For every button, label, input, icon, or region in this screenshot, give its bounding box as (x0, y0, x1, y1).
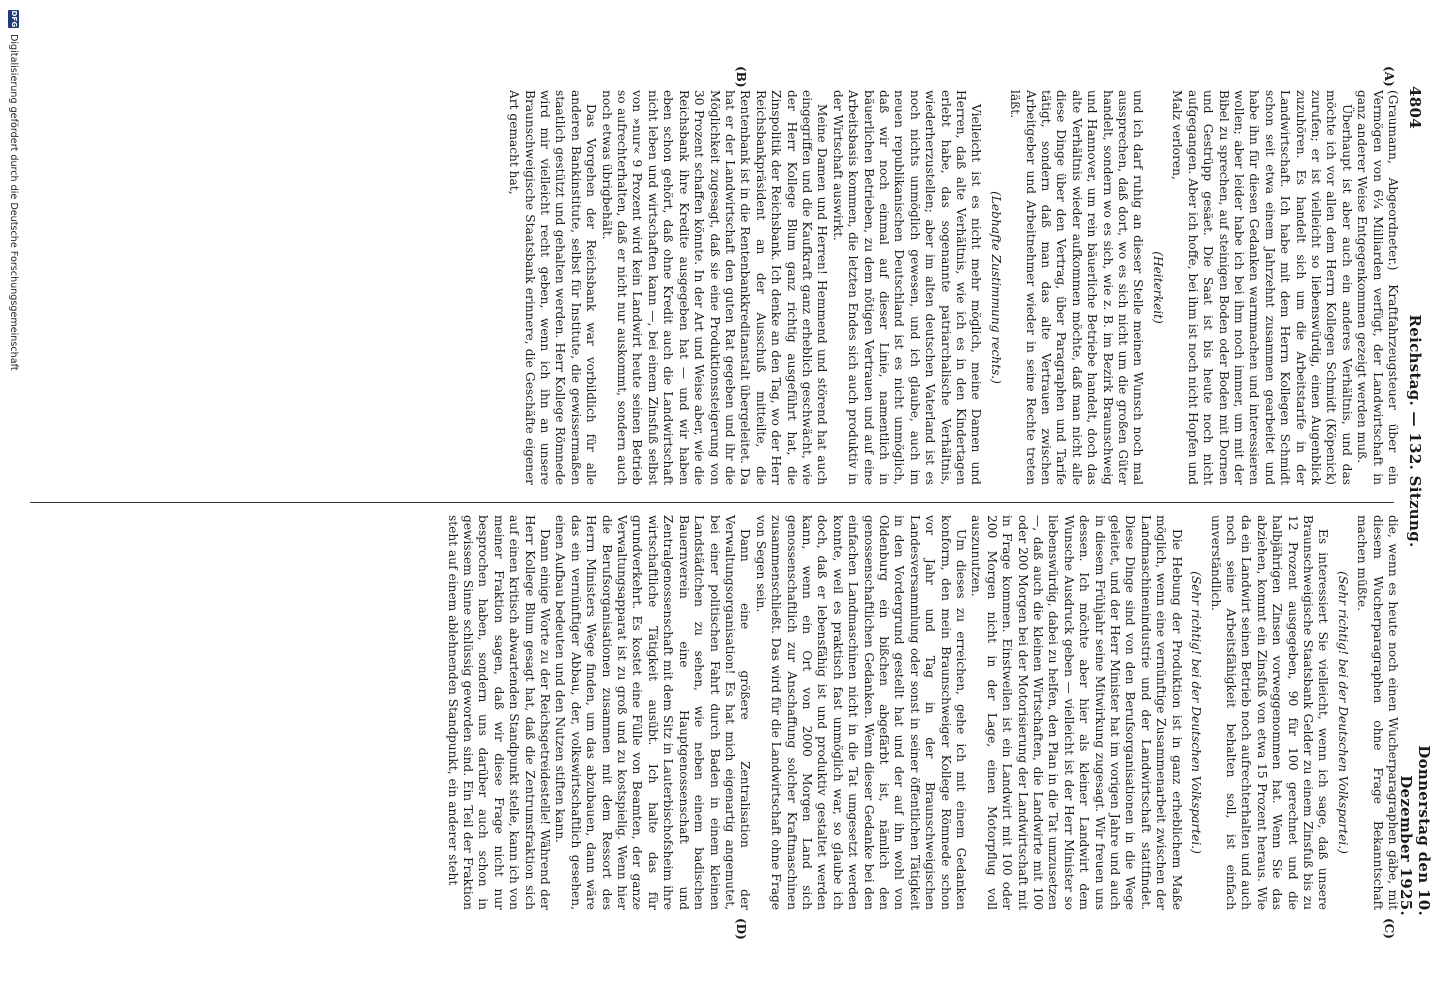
margin-marker-a: (A) (1382, 66, 1396, 87)
paragraph: und ich darf ruhig an dieser Stelle meinen Wunsch noch mal aussprechen, daß dort, wo es sich nicht um die großen Güter handelt, sondern wo es sich, wie z. B. im Bezirk Braunschweig und Hannover, um rein bäuerliche Betriebe handelt, doch das alte Verhältnis wieder aufkommen möchte, daß man nicht alle diese Dinge über den Vertrag, über Paragraphen und Tarife tätigt, sondern daß man das alte Vertrauen zwischen Arbeitgeber und Arbeitnehmer wieder in seine Rechte treten läßt. (1008, 90, 1146, 485)
paragraph: Dann einige Worte zu der Reichsgetreidestelle! Während der Herr Kollege Blum gesagt hat, daß die Zentrumsfraktion sich auf einen kritisch abwartenden Standpunkt stelle, kann ich von meiner Fraktion sagen, daß wir diese Frage nicht nur besprochen haben, sondern uns darüber auch schon in gewissem Sinne schlüssig geworden sind. Ein Teil der Fraktion steht auf einem ablehnenden Standpunkt, ein anderer steht (445, 515, 553, 910)
paragraph: Die Hebung der Produktion ist in ganz erheblichem Maße möglich, wenn eine vernünftige Zusammenarbeit zwischen der Landmaschinenindustrie und der Landwirtschaft stattfindet. Diese Dinge sind von den Berufsorganisationen in die Wege geleitet, und der Herr Minister hat im vorigen Jahre und auch in diesem Frühjahr seine Mitwirkung zugesagt. Wir freuen uns dessen. Ich möchte aber hier als kleiner Landwirt dem Wunsche Ausdruck geben — vielleicht ist der Herr Minister so liebenswürdig, dabei zu helfen, den Plan in die Tat umzusetzen —, daß auch die kleinen Wirtschaften, die Landwirte mit 100 oder 200 Morgen bei der Motorisierung der Landwirtschaft mit in Frage kommen. Einstweilen ist ein Landwirt mit 100 oder 200 Morgen nicht in der Lage, einen Motorpflug voll auszunutzen. (969, 515, 1184, 910)
stage-direction: (Sehr richtig! bei der Deutschen Volkspartei.) (1335, 571, 1350, 854)
page-header (1397, 86, 1433, 916)
credit-text: Digitalisierung gefördert durch die Deutsche Forschungsgemeinschaft (8, 34, 20, 371)
stage-direction: (Heiterkeit) (1150, 251, 1165, 324)
right-column (16, 515, 1400, 910)
session-date: Donnerstag den 10. Dezember 1925. (1397, 745, 1433, 916)
paragraph: Es interessiert Sie vielleicht, wenn ich sage, daß unsere Braunschweigische Staatsbank Gelder zu einem Zinsfuß bis zu 12 Prozent ausgegeben, 90 für 100 gerechnet und die halbjährigen Zinsen vorweggenommen hat. Wenn Sie das abziehen, kommt ein Zinsfuß von etwa 15 Prozent heraus. Wie da ein Landwirt seinen Betrieb noch aufrechterhalten und auch noch seine Arbeitsfähigkeit behalten soll, ist einfach unverständlich. (1208, 515, 1331, 910)
paragraph: Überhaupt ist aber auch ein anderes Verhältnis, und das möchte ich vor allen dem Herrn Kollegen Schmidt (Köpenick) zurufen; er ist vielleicht so liebenswürdig, einen Augenblick zuzuhören. Es handelt sich um die Arbeitstarife in der Landwirtschaft. Ich habe mit dem Herrn Kollegen Schmidt schon seit etwa einem Jahrzehnt zusammen gearbeitet und habe ihn für diesen Gedanken warmmachen und interessieren wollen; aber leider habe ich bei ihm noch immer, um mit der Bibel zu sprechen, auf steinigen Boden oder Boden mit Dornen und Gestrüpp gesäet. Die Saat ist bis heute noch nicht aufgegangen. Aber ich hoffe, bei ihm ist noch nicht Hopfen und Malz verloren, (1170, 90, 1354, 485)
margin-marker-b: (B) (734, 66, 748, 88)
paragraph: Das Vorgehen der Reichsbank war vorbildlich für alle anderen Bankinstitute, selbst für Institute, die gewissermaßen staatlich gestützt und gehalten werden. Herr Kollege Römnede wird mir vielleicht recht geben, wenn ich ihn an unsere Braunschweigische Staatsbank erinnere, die Geschäfte eigener Art gemacht hat, (507, 90, 599, 485)
margin-marker-c: (C) (1382, 918, 1396, 939)
stage-direction: (Lebhafte Zustimmung rechts.) (988, 191, 1003, 384)
column-divider (30, 502, 1394, 503)
page-title: Reichstag. — 132. Sitzung. (1406, 314, 1424, 548)
left-column (16, 90, 1400, 485)
dfg-logo-icon: DFG (10, 10, 18, 28)
paragraph: Um dieses zu erreichen, gehe ich mit einem Gedanken konform, den mein Braunschweiger Kollege Römnede schon vor Jahr und Tag in der Braunschweigischen Landesversammlung oder sonst in seiner öffentlichen Tätigkeit in den Vordergrund gestellt hat und der auf ihn wohl von Oldenburg ein bißchen abgefärbt ist, nämlich den genossenschaftlichen Gedanken. Wenn dieser Gedanke bei den einfachen Landmaschinen nicht in die Tat umgesetzt werden konnte, weil es praktisch fast unmöglich war, so glaube ich doch, daß er lebensfähig ist und produktiv gestaltet werden kann, wenn ein Ort von 2000 Morgen Land sich genossenschaftlich zur Anschaffung solcher Kraftmaschinen zusammenschließt. Das wird für die Landwirtschaft ohne Frage von Segen sein. (753, 515, 969, 910)
paragraph: (Graumann, Abgeordneter.) Kraftfahrzeugsteuer über ein Vermögen von 6¼ Milliarden verfügt, der Landwirtschaft in ganz anderer Weise Entgegenkommen gezeigt werden muß. (1355, 90, 1400, 485)
digitization-credit (7, 10, 21, 985)
paragraph: Vielleicht ist es nicht mehr möglich, meine Damen und Herren, daß alte Verhältnis, wie ich es in den Kindertagen erlebt habe, das sogenannte patriarchalische Verhältnis, wiederherzustellen; aber im alten deutschen Vaterland ist es noch nichts unmöglich gewesen, und ich glaube, auch im neuen republikanischen Deutschland ist es nicht unmöglich, daß wir noch einmal auf dieser Linie, namentlich in bäuerlichen Betrieben, zu dem nötigen Vertrauen und auf eine Arbeitsbasis kommen, die letzten Endes sich auch produktiv in der Wirtschaft auswirkt. (830, 90, 984, 485)
paragraph: Dann eine größere Zentralisation der Verwaltungsorganisation! Es hat mich eigenartig angemutet, bei einer politischen Fahrt durch Baden in einem kleinen Landstädtchen zu sehen, wie neben einem badischen Bauernverein eine Hauptgenossenschaft und Zentralgenossenschaft mit dem Sitz in Lauterbischofsheim ihre wirtschaftliche Tätigkeit ausübt. Ich halte das für grundverkehrt. Es kostet eine Fülle von Beamten, der ganze Verwaltungsapparat ist zu groß und zu kostspielig. Wenn hier die Berufsorganisationen zusammen mit dem Ressort des Herrn Ministers Wege finden, um das abzubauen, dann wäre das ein vernünftiger Abbau, der, volkswirtschaftlich gesehen, einen Aufbau bedeuten und den Nutzen stiften kann. (553, 515, 753, 910)
stage-direction: (Sehr richtig! bei der Deutschen Volkspartei.) (1189, 571, 1204, 854)
margin-marker-d: (D) (734, 918, 748, 940)
paragraph: die, wenn es heute noch einen Wucherparagraphen gäbe, mit diesem Wucherparagraphen ohne Frage Bekanntschaft machen müßte. (1355, 515, 1400, 910)
page-number: 4804 (1406, 86, 1424, 129)
paragraph: Meine Damen und Herren! Hemmend und störend hat auch eingegriffen und die Kaufkraft ganz erheblich geschwächt, wie der Herr Kollege Blum ganz richtig ausgeführt hat, die Zinspolitik der Reichsbank. Ich denke an den Tag, wo der Herr Reichsbankpräsident an der Ausschuß mitteilte, die Rentenbank ist in die Rentenbankkreditanstalt übergeleitet. Da hat er der Landwirtschaft den guten Rat gegeben und ihr die Möglichkeit zugesagt, daß sie eine Produktionssteigerung von 30 Prozent schaffen könnte. In der Art und Weise aber, wie die Reichsbank ihre Kredite ausgegeben hat — und wir haben eben schon gehört, daß ohne Kredit auch die Landwirtschaft nicht leben und wirtschaften kann —, bei einem Zinsfuß selbst von »nur« 9 Prozent wird kein Landwirt heute seinen Betrieb so aufrechterhalten, daß er nicht nur auskommt, sondern auch noch etwas übrigbehält. (599, 90, 830, 485)
